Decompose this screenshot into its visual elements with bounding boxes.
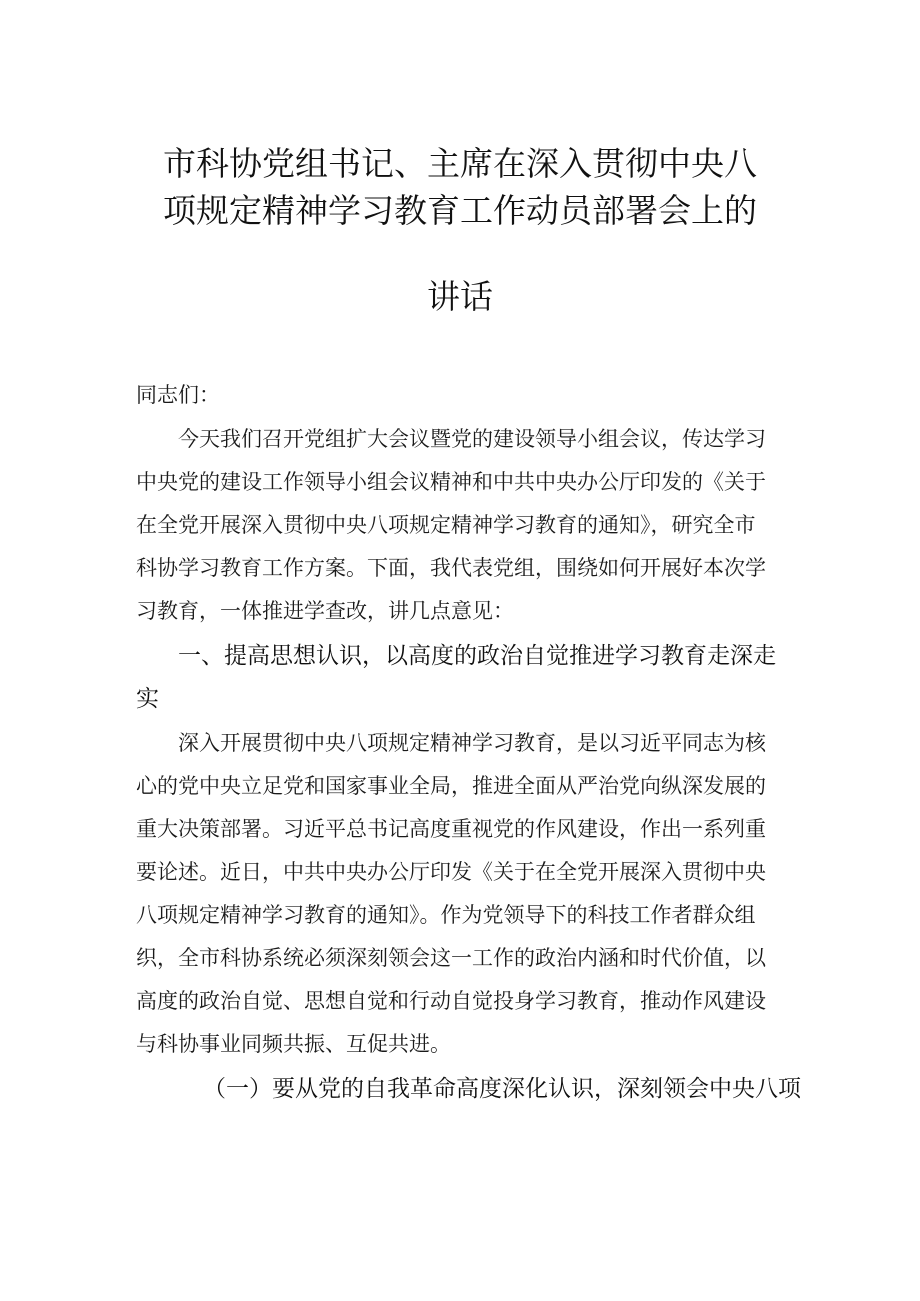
section-body-line: 深入开展贯彻中央八项规定精神学习教育，是以习近平同志为核 [178, 731, 766, 755]
section-body-line: 与科协事业同频共振、互促共进。 [136, 1032, 451, 1056]
intro-line: 在全党开展深入贯彻中央八项规定精神学习教育的通知》，研究全市 [136, 513, 756, 537]
section-heading: 一、提高思想认识，以高度的政治自觉推进学习教育走深走 [178, 643, 776, 669]
intro-line: 今天我们召开党组扩大会议暨党的建设领导小组会议，传达学习 [178, 427, 766, 451]
title-line-1: 市科协党组书记、主席在深入贯彻中央八 [163, 144, 757, 183]
intro-line: 习教育，一体推进学查改，讲几点意见： [136, 599, 514, 623]
intro-line: 科协学习教育工作方案。下面，我代表党组，围绕如何开展好本次学 [136, 556, 766, 580]
section-body-line: 八项规定精神学习教育的通知》。作为党领导下的科技工作者群众组 [136, 903, 756, 927]
section-heading-cont: 实 [136, 686, 159, 712]
section-body-line: 要论述。近日，中共中央办公厅印发《关于在全党开展深入贯彻中央 [136, 860, 766, 884]
section-body-line: 心的党中央立足党和国家事业全局，推进全面从严治党向纵深发展的 [136, 774, 766, 798]
section-body-line: 重大决策部署。习近平总书记高度重视党的作风建设，作出一系列重 [136, 817, 766, 841]
section-body-line: 高度的政治自觉、思想自觉和行动自觉投身学习教育，推动作风建设 [136, 989, 766, 1013]
salutation: 同志们： [136, 383, 220, 407]
intro-line: 中央党的建设工作领导小组会议精神和中共中央办公厅印发的《关于 [136, 470, 766, 494]
title-line-3: 讲话 [427, 277, 493, 316]
section-body-line: 织，全市科协系统必须深刻领会这一工作的政治内涵和时代价值，以 [136, 946, 766, 970]
title-line-2: 项规定精神学习教育工作动员部署会上的 [163, 191, 757, 230]
subsection-heading: （一）要从党的自我革命高度深化认识，深刻领会中央八项 [203, 1076, 801, 1102]
